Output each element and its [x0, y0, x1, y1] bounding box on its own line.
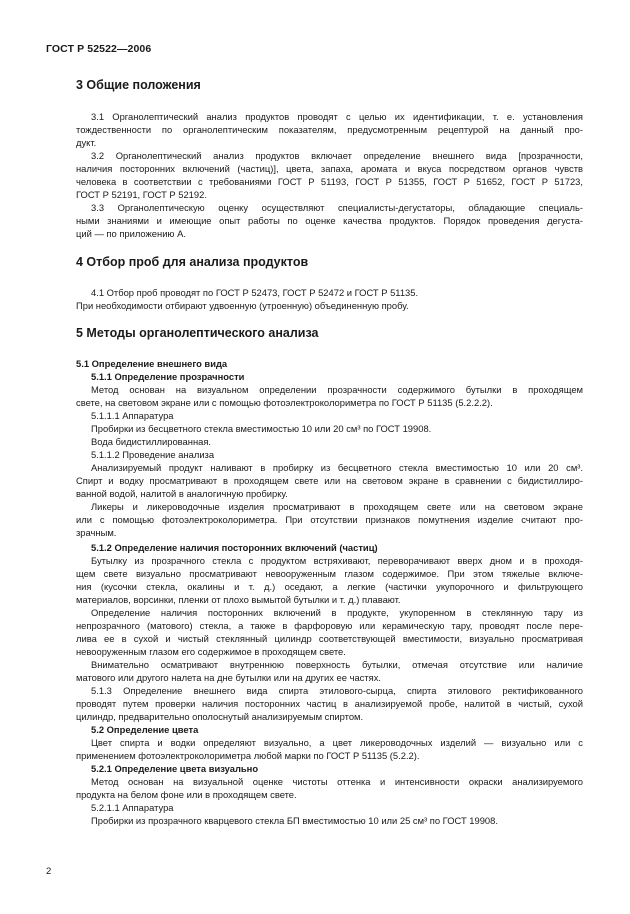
text-line: невооруженным глазом его содержимое в проходящем свете. — [76, 646, 346, 657]
text-line: Метод основан на визуальной оценке чистоты оттенка и интенсивности окраски анализируемого — [91, 776, 583, 787]
text-line: 4.1 Отбор проб проводят по ГОСТ Р 52473, ГОСТ Р 52472 и ГОСТ Р 51135. — [91, 287, 419, 298]
text-line: ванной водой, налитой в аналогичную пробирку. — [76, 488, 288, 499]
text-line: Определение наличия посторонних включений в продукте, укупоренном в стеклянную тару из — [91, 607, 583, 618]
page-number: 2 — [46, 866, 52, 877]
text-line: Бутылку из прозрачного стекла с продуктом встряхивают, переворачивают вверх дном и в проходя- — [91, 555, 583, 566]
text-line: Ликеры и ликероводочные изделия просматривают в проходящем свете или на световом экране — [91, 501, 583, 512]
text-line: наличия посторонних включений (частиц)], цвета, запаха, аромата и вкуса посредством органов чувств — [76, 163, 583, 174]
text-line: Пробирки из бесцветного стекла вместимостью 10 или 20 см³ по ГОСТ 19908. — [91, 423, 432, 434]
text-line: лива ее в сухой и чистый стеклянный цилиндр соответствующей вместимости, визуально просматривая — [76, 633, 583, 644]
text-line: 5.2.1.1 Аппаратура — [91, 802, 174, 813]
text-line: Спирт и водку просматривают в проходящем свете или на световом экране в сравнении с бидистиллиро- — [76, 475, 583, 486]
text-line: Внимательно осматривают внутреннюю поверхность бутылки, отмечая отсутствие или наличие — [91, 659, 583, 670]
text-line: Анализируемый продукт наливают в пробирку из бесцветного стекла вместимостью 10 или 20 см³. — [91, 462, 583, 473]
text-line: 5.1.3 Определение внешнего вида спирта этилового-сырца, спирта этилового ректификованного — [91, 685, 583, 696]
text-line: 3.2 Органолептический анализ продуктов включает определение внешнего вида [прозрачности, — [91, 150, 583, 161]
section-5-heading: 5 Методы органолептического анализа — [76, 326, 319, 340]
text-line: ния (кусочки стекла, окалины и т. д.) оседают, а легкие (частички укупорочного и фильтрующего — [76, 581, 583, 592]
standard-header: ГОСТ Р 52522—2006 — [46, 43, 152, 55]
subsection-heading: 5.1.2 Определение наличия посторонних включений (частиц) — [91, 542, 378, 553]
text-line: Вода бидистиллированная. — [91, 436, 212, 447]
text-line: тождественности по органолептическим показателям, предусмотренным рецептурой на данный про- — [76, 124, 583, 135]
text-line: 3.3 Органолептическую оценку осуществляют специалисты-дегустаторы, обладающие специаль- — [91, 202, 583, 213]
section-3-heading: 3 Общие положения — [76, 78, 201, 92]
text-line: непрозрачного (матового) стекла, а также в фарфоровую или керамическую тару, проводят после пере- — [76, 620, 583, 631]
text-line: 3.1 Органолептический анализ продуктов проводят с целью их идентификации, т. е. установления — [91, 111, 583, 122]
text-line: Пробирки из прозрачного кварцевого стекла БП вместимостью 10 или 25 см³ по ГОСТ 19908. — [91, 815, 498, 826]
text-line: При необходимости отбирают удвоенную (утроенную) объединенную пробу. — [76, 300, 409, 311]
text-line: ГОСТ Р 52191, ГОСТ Р 52192. — [76, 189, 207, 200]
subsection-heading: 5.1.1 Определение прозрачности — [91, 371, 245, 382]
text-line: цилиндр, предварительно ополоснутый анализируемым спиртом. — [76, 711, 364, 722]
subsection-heading: 5.2 Определение цвета — [91, 724, 199, 735]
subsection-heading: 5.1 Определение внешнего вида — [76, 358, 228, 369]
text-line: матового или другого налета на дне бутылки или на других ее частях. — [76, 672, 382, 683]
text-line: 5.1.1.2 Проведение анализа — [91, 449, 215, 460]
section-4-heading: 4 Отбор проб для анализа продуктов — [76, 255, 309, 269]
text-line: дукт. — [76, 137, 97, 148]
text-line: ций — по приложению А. — [76, 228, 186, 239]
text-line: применением фотоэлектроколориметра любой марки по ГОСТ Р 51135 (5.2.2). — [76, 750, 420, 761]
text-line: человека в соответствии с требованиями ГОСТ Р 51193, ГОСТ Р 51355, ГОСТ Р 51652, ГОСТ Р 51723, — [76, 176, 583, 187]
text-line: свете, на световом экране или с помощью фотоэлектроколориметра по ГОСТ Р 51135 (5.2.2.2). — [76, 397, 493, 408]
text-line: или с помощью фотоэлектроколориметра. При отсутствии признаков помутнения изделие считают про- — [76, 514, 583, 525]
text-line: Цвет спирта и водки определяют визуально, а цвет ликероводочных изделий — визуально или с — [91, 737, 583, 748]
text-line: продукта на белом фоне или в проходящем свете. — [76, 789, 297, 800]
text-line: материалов, ворсинки, пленки от плохо вымытой бутылки и т. д.) плавают. — [76, 594, 401, 605]
text-line: зрачным. — [76, 527, 117, 538]
text-line: 5.1.1.1 Аппаратура — [91, 410, 174, 421]
subsection-heading: 5.2.1 Определение цвета визуально — [91, 763, 259, 774]
text-line: Метод основан на визуальном определении прозрачности содержимого бутылки в проходящем — [91, 384, 583, 395]
text-line: ными знаниями и имеющие опыт работы по оценке качества продуктов. Порядок проведения дегуста- — [76, 215, 583, 226]
text-line: проводят путем проверки наличия посторонних частиц в анализируемой пробе, налитой в чистый, сухой — [76, 698, 583, 709]
text-line: щем свете визуально просматривают невооруженным глазом содержимое. При этом тяжелые включе- — [76, 568, 583, 579]
